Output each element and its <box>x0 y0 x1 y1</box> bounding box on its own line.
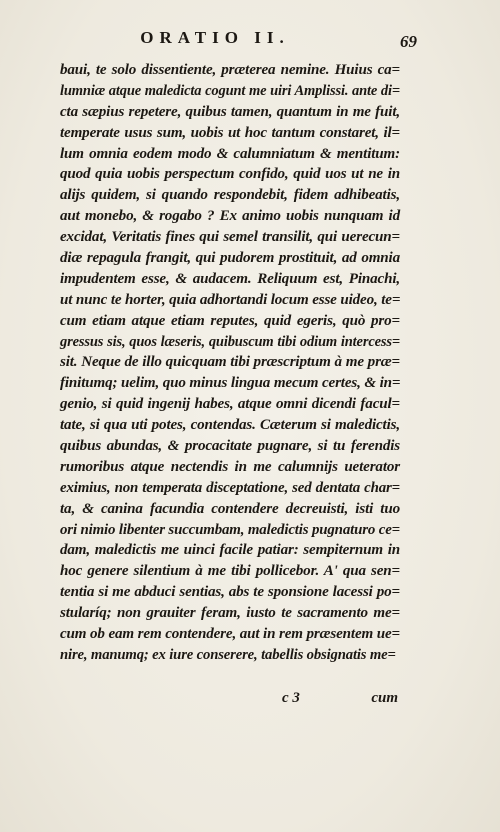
text-line: diæ repagula frangit, qui pudorem prostituit, ad omnia <box>60 250 400 267</box>
text-line: tentia si me abduci sentias, abs te sponsione lacessi po= <box>60 584 400 601</box>
text-line: nire, manumq; ex iure conserere, tabellis obsignatis me= <box>60 646 396 663</box>
text-line: cum ob eam rem contendere, aut in rem præsentem ue= <box>60 626 400 643</box>
body-text <box>60 60 400 666</box>
text-line: ta, & canina facundia contendere decreuisti, isti tuo <box>60 500 400 517</box>
text-line: cum etiam atque etiam reputes, quid egeris, quò pro= <box>60 312 400 329</box>
text-line: dam, maledictis me uinci facile patiar: sempiternum in <box>60 542 400 559</box>
page-number: 69 <box>400 32 417 51</box>
text-line: ut nunc te horter, quia adhortandi locum esse uideo, te= <box>60 291 401 308</box>
text-line: gressus sis, quos læseris, quibuscum tibi odium intercess= <box>60 333 400 350</box>
signature-mark: c 3 <box>282 690 300 706</box>
text-line: finitumq; uelim, quo minus lingua mecum certes, & in= <box>60 375 401 392</box>
text-line: impudentem esse, & audacem. Reliquum est, Pinachi, <box>60 270 400 287</box>
text-line: stularíq; non grauiter feram, iusto te sacramento me= <box>60 605 400 622</box>
text-line: cta sæpius repetere, quibus tamen, quantum in me fuit, <box>60 103 400 120</box>
catchword: cum <box>371 690 398 706</box>
text-line: aut monebo, & rogabo ? Ex animo uobis nunquam id <box>60 208 400 225</box>
text-line: excidat, Veritatis fines qui semel transilit, qui uerecun= <box>60 229 400 246</box>
text-line: hoc genere silentium à me tibi pollicebor. A' qua sen= <box>60 563 400 580</box>
text-line: alijs quidem, si quando respondebit, fidem adhibeatis, <box>60 187 400 204</box>
text-line: sit. Neque de illo quicquam tibi præscriptum à me præ= <box>60 354 400 371</box>
text-line: baui, te solo dissentiente, præterea nemine. Huius ca= <box>60 62 400 78</box>
text-line: lum omnia eodem modo & calumniatum & mentitum: <box>60 145 400 162</box>
text-line: rumoribus atque nectendis in me calumnijs ueterator <box>60 458 400 475</box>
text-line: tate, si qua uti potes, contendas. Cæterum si maledictis, <box>60 417 400 434</box>
text-line: genio, si quid ingenij habes, atque omni dicendi facul= <box>60 396 400 413</box>
page-header <box>0 28 500 52</box>
page-footer <box>60 690 400 712</box>
text-line: quibus abundas, & procacitate pugnare, si tu ferendis <box>60 438 400 455</box>
text-line: temperate usus sum, uobis ut hoc tantum constaret, il= <box>60 124 400 141</box>
text-line: lumniæ atque maledicta cogunt me uiri Amplissi. ante di= <box>60 82 400 99</box>
text-line: quod quia uobis perspectum confido, quid uos ut ne in <box>60 166 400 183</box>
text-line: eximius, non temperata disceptatione, sed dentata char= <box>60 479 400 496</box>
running-title: ORATIO II. <box>140 28 290 47</box>
text-line: ori nimio libenter succumbam, maledictis pugnaturo ce= <box>60 521 400 538</box>
